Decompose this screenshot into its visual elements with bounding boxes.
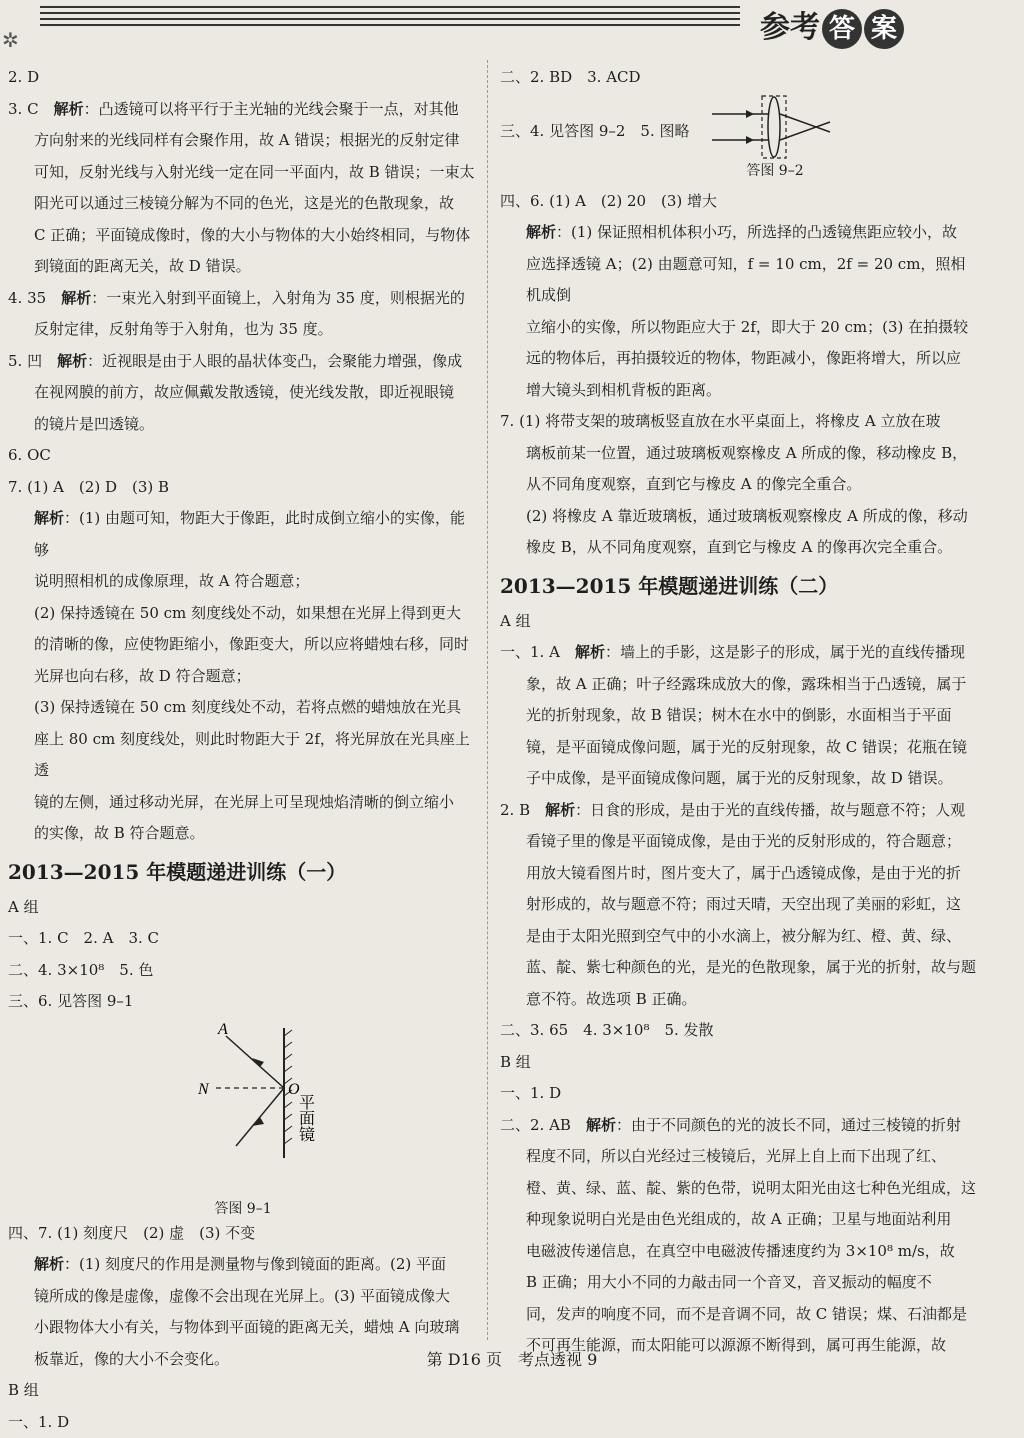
answer-line: 镜所成的像是虚像，虚像不会出现在光屏上。(3) 平面镜成像大 bbox=[8, 1281, 478, 1313]
answer-line bbox=[8, 503, 478, 566]
answer-line: 程度不同，所以白光经过三棱镜后，光屏上自上而下出现了红、 bbox=[500, 1141, 980, 1173]
group-label: B 组 bbox=[500, 1047, 980, 1079]
section-title: 2013—2015 年模题递进训练（一） bbox=[8, 852, 478, 892]
answer-line: 镜的左侧，通过移动光屏，在光屏上可呈现烛焰清晰的倒立缩小 bbox=[8, 787, 478, 819]
answer-line: 四、7. (1) 刻度尺 (2) 虚 (3) 不变 bbox=[8, 1218, 478, 1250]
answer-line: 到镜面的距离无关，故 D 错误。 bbox=[8, 251, 478, 283]
answer-line: (2) 将橡皮 A 靠近玻璃板，通过玻璃板观察橡皮 A 所成的像，移动 bbox=[500, 501, 980, 533]
answer-line: 种现象说明白光是由色光组成的，故 A 正确；卫星与地面站利用 bbox=[500, 1204, 980, 1236]
page-footer: 第 D16 页 考点透视 9 bbox=[0, 1347, 1024, 1370]
answer-num: 3. C bbox=[8, 100, 39, 118]
answer-line bbox=[8, 94, 478, 126]
group-label: A 组 bbox=[8, 892, 478, 924]
answer-line: 方向射来的光线同样有会聚作用，故 A 错误；根据光的反射定律 bbox=[8, 125, 478, 157]
answer-line: 二、4. 3×10⁸ 5. 色 bbox=[8, 955, 478, 987]
answer-line bbox=[500, 637, 980, 669]
answer-line: 立缩小的实像，所以物距应大于 2f，即大于 20 cm；(3) 在拍摄较 bbox=[500, 312, 980, 344]
analysis-label: 解析 bbox=[586, 1116, 616, 1134]
figure-9-2 bbox=[500, 94, 980, 186]
answer-text: ：日食的形成，是由于光的直线传播，故与题意不符；人观 bbox=[575, 801, 965, 819]
answer-line: 橙、黄、绿、蓝、靛、紫的色带，说明太阳光由这七种色光组成，这 bbox=[500, 1173, 980, 1205]
analysis-label: 解析 bbox=[34, 1255, 64, 1273]
answer-line: 板靠近，像的大小不会变化。 bbox=[8, 1344, 478, 1376]
label-o: O bbox=[288, 1081, 300, 1098]
section-title: 2013—2015 年模题递进训练（二） bbox=[500, 566, 980, 606]
answer-num: 5. 凹 bbox=[8, 352, 42, 370]
incident-ray bbox=[226, 1036, 284, 1088]
answer-line: 的实像，故 B 符合题意。 bbox=[8, 818, 478, 850]
answer-text: ：一束光入射到平面镜上，入射角为 35 度，则根据光的 bbox=[91, 289, 465, 307]
analysis-label: 解析 bbox=[545, 801, 575, 819]
answer-line: 阳光可以通过三棱镜分解为不同的色光，这是光的色散现象，故 bbox=[8, 188, 478, 220]
answer-text: ：墙上的手影，这是影子的形成，属于光的直线传播现 bbox=[605, 643, 965, 661]
answer-line: 说明照相机的成像原理，故 A 符合题意； bbox=[8, 566, 478, 598]
answer-line: 璃板前某一位置，通过玻璃板观察橡皮 A 所成的像，移动橡皮 B， bbox=[500, 438, 980, 470]
ray-out-bottom bbox=[780, 122, 830, 140]
answer-text: ：由于不同颜色的光的波长不同，通过三棱镜的折射 bbox=[616, 1116, 961, 1134]
answer-line: 远的物体后，再拍摄较近的物体，物距减小，像距将增大，所以应 bbox=[500, 343, 980, 375]
answer-line: 镜，是平面镜成像问题，属于光的反射现象，故 C 错误；花瓶在镜 bbox=[500, 732, 980, 764]
answer-line bbox=[500, 1110, 980, 1142]
answer-line: 四、6. (1) A (2) 20 (3) 增大 bbox=[500, 186, 980, 218]
answer-line: 7. (1) A (2) D (3) B bbox=[8, 472, 478, 504]
figure-caption: 答图 9–2 bbox=[710, 160, 840, 182]
answer-line: 应选择透镜 A；(2) 由题意可知，f = 10 cm，2f = 20 cm，照相机成倒 bbox=[500, 249, 980, 312]
answer-text: ：(1) 由题可知，物距大于像距，此时成倒立缩小的实像，能够 bbox=[34, 509, 465, 559]
answer-line: 橡皮 B，从不同角度观察，直到它与橡皮 A 的像再次完全重合。 bbox=[500, 532, 980, 564]
answer-num: 4. 35 bbox=[8, 289, 46, 307]
answer-line: 不可再生能源，而太阳能可以源源不断得到，属可再生能源，故 bbox=[500, 1330, 980, 1362]
ray-out-top bbox=[780, 114, 830, 132]
page-header bbox=[0, 0, 1024, 52]
answer-line: 一、1. D bbox=[8, 1407, 478, 1438]
answer-line: 二、3. 65 4. 3×10⁸ 5. 发散 bbox=[500, 1015, 980, 1047]
analysis-label: 解析 bbox=[57, 352, 87, 370]
answer-line: (2) 保持透镜在 50 cm 刻度线处不动，如果想在光屏上得到更大 bbox=[8, 598, 478, 630]
answer-line: 用放大镜看图片时，图片变大了，属于凸透镜成像，是由于光的折 bbox=[500, 858, 980, 890]
ray-in-bottom-arrow bbox=[746, 136, 754, 144]
answer-line: 增大镜头到相机背板的距离。 bbox=[500, 375, 980, 407]
answer-text: ：(1) 刻度尺的作用是测量物与像到镜面的距离。(2) 平面 bbox=[64, 1255, 446, 1273]
answer-line bbox=[8, 1249, 478, 1281]
answer-line bbox=[8, 283, 478, 315]
answer-line: 小跟物体大小有关，与物体到平面镜的距离无关，蜡烛 A 向玻璃 bbox=[8, 1312, 478, 1344]
answer-line: 2. D bbox=[8, 62, 478, 94]
brand-plain-text: 参考 bbox=[760, 10, 820, 45]
answer-line: 同，发声的响度不同，而不是音调不同，故 C 错误；煤、石油都是 bbox=[500, 1299, 980, 1331]
answer-line: 反射定律，反射角等于入射角，也为 35 度。 bbox=[8, 314, 478, 346]
answer-num: 二、2. AB bbox=[500, 1116, 571, 1134]
answer-line: 射形成的，故与题意不符；雨过天晴，天空出现了美丽的彩虹，这 bbox=[500, 889, 980, 921]
answer-line: 光的折射现象，故 B 错误；树木在水中的倒影，水面相当于平面 bbox=[500, 700, 980, 732]
mirror-diagram bbox=[8, 1018, 478, 1193]
brand-circle-2: 案 bbox=[864, 9, 904, 49]
ray-in-top-arrow bbox=[746, 110, 754, 118]
label-n: N bbox=[197, 1081, 210, 1098]
label-a: A bbox=[217, 1021, 228, 1038]
column-divider bbox=[487, 60, 489, 1340]
answer-line: 象，故 A 正确；叶子经露珠成放大的像，露珠相当于凸透镜，属于 bbox=[500, 669, 980, 701]
brand-title bbox=[760, 2, 904, 49]
answer-line bbox=[500, 217, 980, 249]
answer-line: 看镜子里的像是平面镜成像，是由于光的反射形成的，符合题意； bbox=[500, 826, 980, 858]
answer-num: 2. B bbox=[500, 801, 530, 819]
group-label: A 组 bbox=[500, 606, 980, 638]
answer-line: 蓝、靛、紫七种颜色的光，是光的色散现象，属于光的折射，故与题 bbox=[500, 952, 980, 984]
figure-9-1 bbox=[8, 1018, 478, 1218]
answer-line: 从不同角度观察，直到它与橡皮 A 的像完全重合。 bbox=[500, 469, 980, 501]
answer-line: 三、4. 见答图 9–2 5. 图略 bbox=[500, 116, 690, 148]
answer-text: ：(1) 保证照相机体积小巧，所选择的凸透镜焦距应较小，故 bbox=[556, 223, 957, 241]
analysis-label: 解析 bbox=[61, 289, 91, 307]
answer-line: 意不符。故选项 B 正确。 bbox=[500, 984, 980, 1016]
answer-line: C 正确；平面镜成像时，像的大小与物体的大小始终相同，与物体 bbox=[8, 220, 478, 252]
answer-line: 6. OC bbox=[8, 440, 478, 472]
answer-line: 的镜片是凹透镜。 bbox=[8, 409, 478, 441]
answer-line: 可知，反射光线与入射光线一定在同一平面内，故 B 错误；一束太 bbox=[8, 157, 478, 189]
right-column bbox=[500, 62, 980, 1362]
figure-caption: 答图 9–1 bbox=[8, 1194, 478, 1226]
analysis-label: 解析 bbox=[526, 223, 556, 241]
answer-line: 二、2. BD 3. ACD bbox=[500, 62, 980, 94]
convex-lens bbox=[768, 97, 780, 157]
group-label: B 组 bbox=[8, 1375, 478, 1407]
answer-line: 座上 80 cm 刻度线处，则此时物距大于 2f，将光屏放在光具座上透 bbox=[8, 724, 478, 787]
answer-line: 电磁波传递信息，在真空中电磁波传播速度约为 3×10⁸ m/s，故 bbox=[500, 1236, 980, 1268]
answer-line: 一、1. D bbox=[500, 1078, 980, 1110]
answer-line: 7. (1) 将带支架的玻璃板竖直放在水平桌面上，将橡皮 A 立放在玻 bbox=[500, 406, 980, 438]
left-column bbox=[8, 62, 478, 1438]
answer-num: 一、1. A bbox=[500, 643, 560, 661]
answer-text: ：近视眼是由于人眼的晶状体变凸，会聚能力增强，像成 bbox=[87, 352, 462, 370]
header-rule-lines bbox=[40, 6, 740, 30]
answer-line: 三、6. 见答图 9–1 bbox=[8, 986, 478, 1018]
brand-circle-1: 答 bbox=[822, 9, 862, 49]
answer-line: 在视网膜的前方，故应佩戴发散透镜，使光线发散，即近视眼镜 bbox=[8, 377, 478, 409]
answer-line: (3) 保持透镜在 50 cm 刻度线处不动，若将点燃的蜡烛放在光具 bbox=[8, 692, 478, 724]
analysis-label: 解析 bbox=[575, 643, 605, 661]
label-mirror: 平面镜 bbox=[297, 1094, 316, 1142]
answer-text: ：凸透镜可以将平行于主光轴的光线会聚于一点，对其他 bbox=[84, 100, 459, 118]
answer-line bbox=[8, 346, 478, 378]
gear-icon: ✲ bbox=[2, 28, 19, 52]
answer-line: 光屏也向右移，故 D 符合题意； bbox=[8, 661, 478, 693]
analysis-label: 解析 bbox=[34, 509, 64, 527]
answer-line bbox=[500, 795, 980, 827]
lens-box bbox=[762, 96, 786, 158]
answer-line: 一、1. C 2. A 3. C bbox=[8, 923, 478, 955]
answer-line: 是由于太阳光照到空气中的小水滴上，被分解为红、橙、黄、绿、 bbox=[500, 921, 980, 953]
analysis-label: 解析 bbox=[54, 100, 84, 118]
answer-line: 子中成像，是平面镜成像问题，属于光的反射现象，故 D 错误。 bbox=[500, 763, 980, 795]
answer-line: B 正确；用大小不同的力敲击同一个音叉，音叉振动的幅度不 bbox=[500, 1267, 980, 1299]
answer-line: 的清晰的像，应使物距缩小，像距变大，所以应将蜡烛右移，同时 bbox=[8, 629, 478, 661]
